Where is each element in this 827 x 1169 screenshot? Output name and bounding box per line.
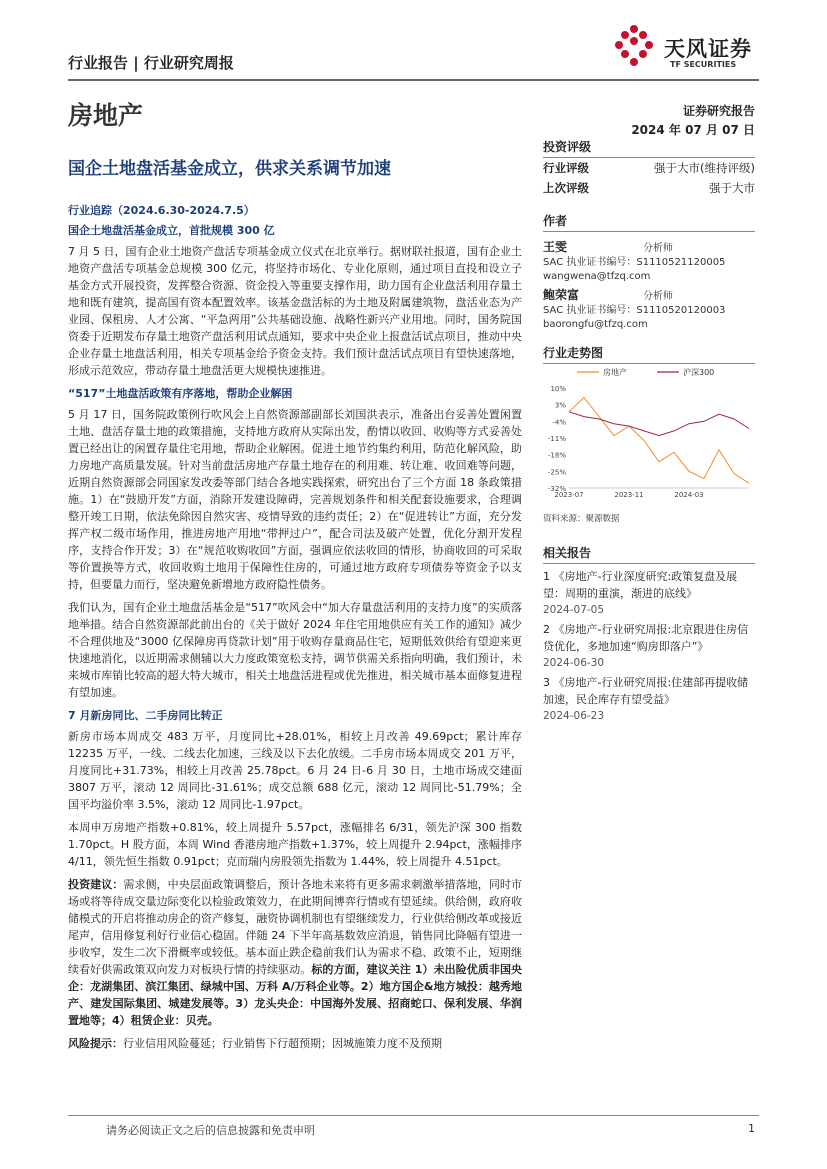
rating-row [543,158,755,178]
analyst-card [543,240,755,284]
analyst-email[interactable]: wangwena@tfzq.com [543,271,651,282]
rating-label: 上次评级 [543,181,589,195]
legend-label: 沪深300 [683,368,715,377]
subsection-title: 国企土地盘活基金成立，首批规模 300 亿 [68,224,275,237]
footer-divider [68,1115,759,1116]
paragraph: 5 月 17 日，国务院政策例行吹风会上自然资源部副部长刘国洪表示，准备出台妥善处置闲置土地、盘活存量土地的政策措施，支持地方政府从实际出发，酌情以收回、收购等方式妥善处置已经出让的闲置存量住宅用地，帮助企业解困。促进土地节约集约利用，防范化解风险，助力房地产高质量发展。针对当前盘活房地产存量土地存在的利用难、转让难、收回难等问题，近期自然资源部会同国家发改委等部门结合各地实践探索，研究出台了三个方面 18 条政策措施。1）在“鼓励开发”方面，消除开发建设障碍，完善规划条件和相关配套设施要求，合理调整开竣工日期，依法免除因自然灾害、疫情导致的违约责任；2）在“促进转让”方面，充分发挥产权二级市场作用，推进房地产用地“带押过户”，配合司法及破产处置，优化分割开发程序，支持合作开发；3）在“规范收购收回”方面，强调应依法收回的情形，协商收回的可采取等价置换等方式，收回收购土地用于保障性住房的，可通过地方政府专项债券等资金予以支持，但要量力而行，坚决避免新增地方政府隐性债务。 [68,408,522,591]
related-report-title[interactable]: 3 《房地产-行业研究周报:住建部再提收储加速，民企库存有望受益》 [543,676,749,706]
legend-label: 房地产 [603,368,627,377]
related-report-date: 2024-07-05 [543,604,605,616]
sector-title: 房地产 [68,101,144,130]
chart-source: 资料来源：聚源数据 [543,514,620,524]
related-title: 相关报告 [543,544,755,564]
analyst-role: 分析师 [643,243,673,254]
analyst-email[interactable]: baorongfu@tfzq.com [543,319,648,330]
related-report-date: 2024-06-23 [543,710,605,722]
y-tick-label: -18% [547,451,566,460]
rating-value: 强于大市 [709,181,755,195]
paragraph: 本周申万房地产指数+0.81%，较上周提升 5.57pct，涨幅排名 6/31，领先沪深 300 指数 1.70pct。H 股方面，本周 Wind 香港房地产指数+1.37%，较上周提升 2.94pct，涨幅排序 4/11，领先恒生指数 0.91pct；克而瑞内房股领先指数为 1.44%，较上周提升 4.51pct。 [68,821,522,868]
x-tick-label: 2023-07 [554,491,584,499]
y-tick-label: -4% [552,418,566,427]
risk-text: 行业信用风险蔓延；行业销售下行超预期；因城施策力度不及预期 [123,1037,442,1050]
paragraph: 新房市场本周成交 483 万平，月度同比+28.01%，相较上月改善 49.69pct；累计库存 12235 万平，一线、二线去化加速，三线及以下去化放缓。二手房市场本周成交 201 万平，月度同比+31.73%，相较上月改善 25.78pct。6 月 24 日-6 月 30 日，土地市场成交建面 3807 万平，滚动 12 周同比-31.61%；成交总额 688 亿元，滚动 12 周同比-51.79%；全国平均溢价率 3.5%，滚动 12 周同比-1.97pct。 [68,730,522,811]
doc-date: 2024 年 07 月 07 日 [631,123,755,137]
series-line [569,398,749,484]
analyst-name: 鲍荣富 [543,288,580,302]
analyst-role: 分析师 [643,291,673,302]
trend-chart [543,362,755,502]
series-line [569,412,749,436]
related-report[interactable] [543,621,755,672]
authors-title: 作者 [543,212,755,232]
related-report[interactable] [543,568,755,619]
paragraph: 7 月 5 日，国有企业土地资产盘活专项基金成立仪式在北京举行。据财联社报道，国有企业土地资产盘活专项基金总规模 300 亿元，将坚持市场化、专业化原则，通过项目直投和设立子基金方式开展投资，发挥整合资源、资金投入等重要支撑作用，助力国有企业盘活利用存量土地和既有建筑，提高国有资本配置效率。该基金盘活标的为土地及附属建筑物，盘活业态为产业园、保租房、人才公寓、“平急两用”公共基础设施、战略性新兴产业用地。同时，国务院国资委于近期发布存量土地资产盘活利用试点通知，要求中央企业上报盘活试点项目，推动中央企业存量土地盘活利用，相关专项基金给予资金支持。我们预计盘活试点项目有望快速落地，形成示范效应，带动存量土地盘活更大规模快速推进。 [68,245,522,377]
y-tick-label: -25% [547,468,566,477]
section-title: 7 月新房同比、二手房同比转正 [68,709,223,722]
related-report-title[interactable]: 2 《房地产-行业研究周报:北京跟进住房信贷优化，多地加速“购房即落户”》 [543,623,749,653]
advice-text: 需求侧，中央层面政策调整后，预计各地未来将有更多需求刺激举措落地，同时市场或将等待成交量边际变化以检验政策效力，在此期间博弈行情或有望延续。供给侧，政府收储模式的开启将推动房企的资产修复，融资协调机制也有望继续发力，行业供给侧改革或接近尾声，信用修复利好行业信心稳固。伴随 24 下半年高基数效应消退，销售同比降幅有望进一步收窄，发生二次下滑概率或较低。基本面止跌企稳前我们认为需求不稳、政策不止，短期继续看好供需政策双向发力对板块行情的持续驱动。 [68,878,522,976]
report-headline: 国企土地盘活基金成立，供求关系调节加速 [68,159,391,179]
risk-label: 风险提示： [68,1037,123,1050]
related-report-date: 2024-06-30 [543,657,605,669]
main-body [68,202,522,1058]
related-report[interactable] [543,674,755,725]
y-tick-label: -32% [547,485,566,493]
x-tick-label: 2023-11 [614,491,644,499]
trend-title: 行业走势图 [543,344,755,364]
logo-en-text: TF SECURITIES [670,60,737,69]
advice-targets: 标的方面，建议关注 1）未出险优质非国央企：龙湖集团、滨江集团、绿城中国、万科 A/万科企业等。2）地方国企&地方城投：越秀地产、建发国际集团、城建发展等。3）龙头央企：中国海外发展、招商蛇口、保利发展、华润置地等；4）租赁企业：贝壳。 [68,963,523,1027]
footer-disclaimer[interactable]: 请务必阅读正文之后的信息披露和免责申明 [106,1124,315,1137]
x-tick-label: 2024-03 [674,491,704,499]
rating-label: 行业评级 [543,161,589,175]
rating-title: 投资评级 [543,138,755,158]
advice-label: 投资建议： [68,878,124,891]
report-type: 行业报告 | 行业研究周报 [68,54,234,72]
rating-row [543,178,755,198]
doc-kind: 证券研究报告 [682,104,755,118]
subsection-title: “517”土地盘活政策有序落地，帮助企业解困 [68,387,293,400]
y-tick-label: -11% [547,435,566,443]
y-tick-label: 10% [550,385,566,393]
header-divider [68,79,759,81]
trend-section [543,344,755,364]
paragraph: 我们认为，国有企业土地盘活基金是“517”吹风会中“加大存量盘活利用的支持力度”的实质落地举措。结合自然资源部此前出台的《关于做好 2024 年住宅用地供应有关工作的通知》减少不合理供地及“3000 亿保障房再贷款计划”用于收购存量商品住宅，短期低效供给有望迎来更快速地消化，以近期需求侧辅以大力度政策宽松支持，调节供需关系指向明确，我们预计，未来城市库销比较高的超大特大城市，相关土地盘活进程或优先推进，相关城市基本面修复进程有望加速。 [68,601,522,699]
y-tick-label: 3% [554,401,566,410]
page-number: 1 [748,1122,755,1135]
advice-paragraph [68,876,522,1029]
analyst-name: 王雯 [543,240,568,254]
analyst-sac: SAC 执业证书编号：S1110521120005 [543,257,726,268]
related-report-title[interactable]: 1 《房地产-行业深度研究:政策复盘及展望：周期的重演，渐进的底线》 [543,570,738,600]
section-title: 行业追踪（2024.6.30-2024.7.5） [68,204,255,217]
risk-paragraph [68,1035,522,1052]
tf-logo-icon [612,24,656,68]
analyst-sac: SAC 执业证书编号：S1110520120003 [543,305,726,316]
authors-section [543,212,755,332]
analyst-card [543,288,755,332]
logo-cn-text: 天风证券 [664,37,752,61]
rating-value: 强于大市(维持评级) [654,161,755,175]
related-section [543,544,755,727]
rating-section [543,138,755,198]
